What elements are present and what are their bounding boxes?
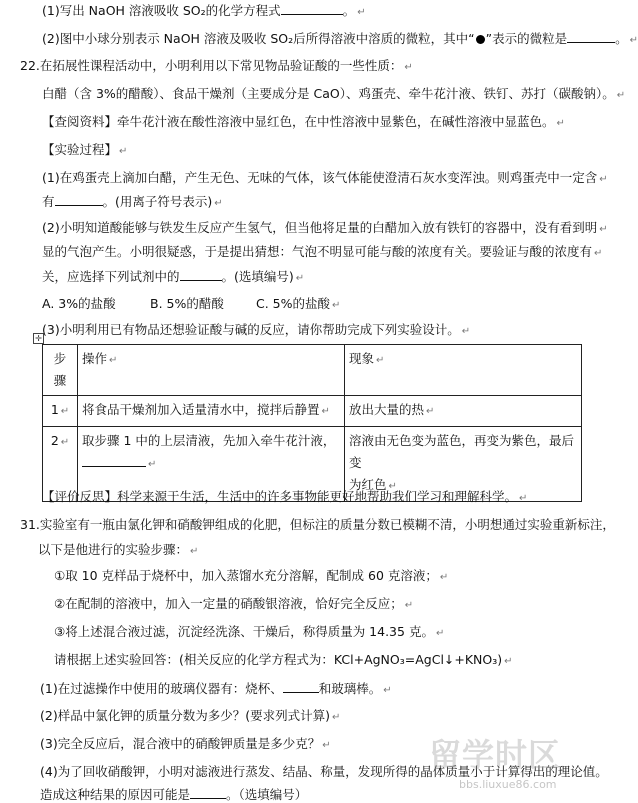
answer-blank[interactable]	[82, 454, 146, 467]
row-operation: 取步骤 1 中的上层清液，先加入牵牛花汁液， ↵	[78, 427, 345, 502]
q31-sub4-line2: 造成这种结果的原因可能是 。（选填编号）	[40, 787, 308, 802]
q31-step3: ③将上述混合液过滤，沉淀经洗涤、干燥后，称得质量为 14.35 克。 ↵	[54, 624, 445, 639]
q22-reflection: 【评价反思】科学来源于生活，生活中的许多事物能更好地帮助我们学习和理解科学。 ↵	[42, 489, 528, 504]
q31-intro-line2: 以下是他进行的实验步骤： ↵	[38, 542, 199, 557]
row-phenomenon: 放出大量的热 ↵	[345, 396, 582, 427]
q22-process-heading: 【实验过程】 ↵	[42, 142, 128, 157]
q22-intro: 22.在拓展性课程活动中，小明利用以下常见物品验证酸的一些性质： ↵	[20, 58, 413, 73]
q22-p1-line1: (1)在鸡蛋壳上滴加白醋，产生无色、无味的气体，该气体能使澄清石灰水变浑浊。则鸡蛋壳中一定含 ↵	[42, 170, 608, 185]
q22-option-a: A. 3%的盐酸	[42, 296, 116, 311]
q22-option-c: C. 5%的盐酸 ↵	[256, 296, 341, 311]
q22-p2-line1: (2)小明知道酸能够与铁发生反应产生氢气，但当他将足量的白醋加入放有铁钉的容器中，没有看到明 ↵	[42, 220, 608, 235]
prev-q2: (2)图中小球分别表示 NaOH 溶液及吸收 SO₂后所得溶液中溶质的微粒，其中“ ”表示的微粒是 。 ↵	[42, 31, 638, 46]
q22-option-b: B. 5%的醋酸	[150, 296, 224, 311]
q31-sub2: (2)样品中氯化钾的质量分数为多少？(要求列式计算) ↵	[40, 708, 341, 723]
prev-q1: (1)写出 NaOH 溶液吸收 SO₂的化学方程式 。 ↵	[42, 3, 366, 18]
q22-p1-line2: 有 。(用离子符号表示) ↵	[42, 194, 223, 209]
q31-step2: ②在配制的溶液中，加入一定量的硝酸银溶液，恰好完全反应； ↵	[54, 596, 414, 611]
header-step: 步 骤	[43, 345, 78, 396]
q31-sub4-line1: (4)为了回收硝酸钾，小明对滤液进行蒸发、结晶、称量，发现所得的晶体质量小于计算得出的理论值。	[40, 764, 608, 779]
table-move-handle-icon[interactable]: ✛	[33, 333, 44, 344]
q31-intro-line1: 31.实验室有一瓶由氯化钾和硝酸钾组成的化肥，但标注的质量分数已模糊不清，小明想通过实验重新标注，	[20, 517, 615, 532]
q22-materials: 白醋（含 3%的醋酸）、食品干燥剂（主要成分是 CaO）、鸡蛋壳、牵牛花汁液、铁钉、苏打（碳酸钠）。 ↵	[42, 86, 626, 101]
row-operation: 将食品干燥剂加入适量清水中，搅拌后静置 ↵	[78, 396, 345, 427]
watermark-logo	[425, 730, 595, 800]
header-phenomenon: 现象 ↵	[345, 345, 582, 396]
header-operation: 操作 ↵	[78, 345, 345, 396]
experiment-table	[42, 344, 582, 502]
answer-blank[interactable]	[567, 30, 615, 43]
q31-answer-prompt: 请根据上述实验回答：(相关反应的化学方程式为：KCl+AgNO₃=AgCl↓+KNO₃) ↵	[54, 652, 513, 667]
row-step: 1 ↵	[43, 396, 78, 427]
table-row	[43, 396, 582, 427]
answer-blank[interactable]	[190, 786, 226, 799]
watermark-url: bbs.liuxue86.com	[459, 778, 557, 791]
table-header-row	[43, 345, 582, 396]
row-phenomenon: 溶液由无色变为蓝色，再变为紫色，最后变 为红色 ↵	[345, 427, 582, 502]
answer-blank[interactable]	[55, 193, 103, 206]
answer-blank[interactable]	[281, 2, 343, 15]
particle-dot-icon	[476, 35, 485, 44]
q31-sub3: (3)完全反应后，混合液中的硝酸钾质量是多少克？ ↵	[40, 736, 331, 751]
q22-p2-line2: 显的气泡产生。小明很疑惑，于是提出猜想：气泡不明显可能与酸的浓度有关。要验证与酸的浓度有 ↵	[42, 244, 603, 259]
q31-step1: ①取 10 克样品于烧杯中，加入蒸馏水充分溶解，配制成 60 克溶液； ↵	[54, 568, 449, 583]
answer-blank[interactable]	[180, 268, 222, 281]
q22-info: 【查阅资料】牵牛花汁液在酸性溶液中显红色，在中性溶液中显紫色，在碱性溶液中显蓝色。 ↵	[42, 114, 565, 129]
q31-sub1: (1)在过滤操作中使用的玻璃仪器有：烧杯、 和玻璃棒。 ↵	[40, 681, 392, 696]
watermark-text: 留学时区	[429, 736, 562, 774]
q22-p3: (3)小明利用已有物品还想验证酸与碱的反应，请你帮助完成下列实验设计。 ↵	[42, 322, 471, 337]
row-step: 2 ↵	[43, 427, 78, 502]
q22-p2-line3: 关，应选择下列试剂中的 。(选填编号) ↵	[42, 269, 305, 284]
answer-blank[interactable]	[283, 680, 319, 693]
